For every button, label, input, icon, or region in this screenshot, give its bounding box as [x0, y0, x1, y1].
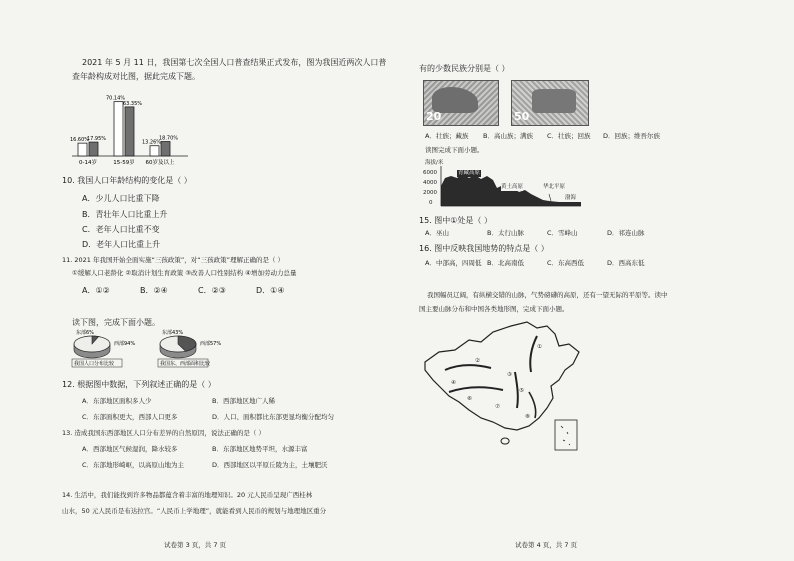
banknote-50-value: 50: [514, 110, 530, 123]
q12-option-a[interactable]: A．东部地区面积多人少: [82, 397, 152, 405]
q14-option-b[interactable]: B．高山族；满族: [483, 132, 533, 140]
profile-label-plain: 华北平原: [543, 184, 566, 190]
q10-option-c[interactable]: C．老年人口比重不变: [82, 225, 160, 234]
china-outline: [425, 322, 579, 430]
q12-option-c[interactable]: C．东部面积更大，西部人口更多: [82, 413, 178, 421]
bar-1-1: [125, 107, 134, 156]
mountain-range-southeast: [529, 392, 536, 418]
banknote-20-value: 20: [426, 110, 442, 123]
profile-intro: 读图完成下面小题。: [425, 146, 484, 154]
q15-option-b[interactable]: B．太行山脉: [487, 229, 524, 237]
intro-line-2: 查年龄构成对比图，据此完成下题。: [72, 72, 200, 81]
q14-option-d[interactable]: D．回族；维吾尔族: [603, 132, 661, 140]
q16-option-a[interactable]: A．中部高，四周低: [425, 259, 482, 267]
bar-label-1-0: 70.14%: [105, 95, 126, 102]
intro-line-1: 2021 年 5 月 11 日，我国第七次全国人口普查结果正式发布，图为我国近两次人口普: [82, 58, 387, 67]
left-footer: 试卷第 3 页，共 7 页: [164, 541, 227, 549]
category-label-0: 0-14岁: [79, 160, 97, 166]
population-area-pie-charts: [72, 330, 232, 374]
banknote-20: [423, 80, 499, 126]
bar-label-0-1: 17.95%: [86, 136, 107, 143]
pie-label-east-0: 东部6%: [76, 330, 94, 336]
q13-option-b[interactable]: B．东部地区地势平坦，水源丰富: [212, 445, 308, 453]
q14-line-2: 山水，50 元人民币是布达拉宫。“人民币上学地理”，就能看到人民币的规划与地理地区重分: [62, 507, 327, 515]
bar-0-1: [89, 142, 98, 156]
map-intro-line-2: 国主要山脉分布和中国各类地形图，完成下面小题。: [419, 305, 569, 313]
bar-label-2-1: 18.70%: [158, 135, 179, 142]
map-marker-7: ⑦: [495, 404, 500, 410]
q16-option-c[interactable]: C．东高西低: [547, 259, 585, 267]
pie-caption-0: 我国人口分布比较: [74, 361, 115, 367]
banknote-50: [511, 80, 589, 126]
q14-option-a[interactable]: A．壮族；藏族: [425, 132, 469, 140]
profile-y-tick-0: 0: [429, 200, 433, 206]
bar-2-0: [150, 146, 159, 156]
category-label-1: 15-59岁: [113, 160, 135, 166]
bar-label-1-1: 63.35%: [122, 100, 143, 107]
bar-label-0-0: 16.60%: [69, 137, 90, 144]
mountain-range-south: [449, 387, 503, 392]
banknote-50-palace: [532, 89, 576, 113]
age-structure-bar-chart: [69, 86, 192, 176]
mountain-range-east: [515, 372, 518, 408]
q13-option-d[interactable]: D．西部地区以平原丘陵为主，土壤肥沃: [212, 461, 328, 469]
q16-stem: 16. 图中反映我国地势的特点是（ ）: [419, 244, 549, 253]
q12-option-b[interactable]: B．西部地区地广人稀: [212, 397, 275, 405]
china-mountains-map: [419, 322, 589, 462]
right-page: [397, 0, 794, 561]
pie-caption-1: 我国东、西部面积比较: [160, 361, 211, 367]
q10-option-b[interactable]: B．青壮年人口比重上升: [82, 210, 168, 219]
map-marker-3: ③: [507, 372, 512, 378]
south-china-sea-inset: [555, 420, 577, 450]
q15-option-a[interactable]: A．巫山: [425, 229, 449, 237]
q15-option-c[interactable]: C．雪峰山: [547, 229, 578, 237]
inset-islands: [561, 426, 570, 445]
q11-option-d[interactable]: D．①④: [256, 286, 285, 295]
q11-stem: 11. 2021 年我国开始全面实施“三孩政策”，对“三孩政策”理解正确的是（ ）: [62, 256, 285, 264]
profile-y-tick-4000: 4000: [423, 180, 437, 186]
q16-option-b[interactable]: B．北高南低: [487, 259, 524, 267]
map-marker-1: ①: [537, 344, 542, 350]
bar-label-2-0: 13.26%: [141, 139, 162, 146]
q11-statements: ①缓解人口老龄化 ②取消计划生育政策 ③改善人口性别结构 ④增加劳动力总量: [72, 269, 297, 277]
q10-stem: 10. 我国人口年龄结构的变化是（ ）: [62, 176, 192, 185]
q10-option-d[interactable]: D．老年人口比重上升: [82, 240, 161, 249]
map-marker-2: ②: [475, 358, 480, 364]
bar-0-0: [78, 143, 87, 156]
q11-option-a[interactable]: A．①②: [82, 286, 110, 295]
category-label-2: 60岁及以上: [145, 160, 175, 166]
profile-label-loess: 黄土高原: [501, 184, 524, 190]
map-marker-8: ⑧: [525, 414, 530, 420]
mountain-range-north: [445, 365, 491, 370]
profile-label-plateau: 青藏高原: [458, 170, 481, 176]
hainan-island: [501, 438, 509, 444]
profile-y-tick-6000: 6000: [423, 170, 437, 176]
q10-option-a[interactable]: A．少儿人口比重下降: [82, 194, 160, 203]
bar-1-0: [114, 102, 123, 156]
profile-y-unit: 海拔/米: [425, 160, 444, 166]
q16-option-d[interactable]: D．西高东低: [607, 259, 645, 267]
q12-stem: 12. 根据图中数据，下列叙述正确的是（ ）: [62, 380, 216, 389]
q11-option-c[interactable]: C．②③: [198, 286, 226, 295]
pie-label-west-0: 西部94%: [114, 341, 136, 347]
q13-option-a[interactable]: A．西部地区气候湿润，降水较多: [82, 445, 178, 453]
q15-stem: 15. 图中①处是（ ）: [419, 216, 492, 225]
map-intro-line-1: 我国幅员辽阔，有纵横交错的山脉，气势磅礴的高原，还有一望无际的平原等。读中: [427, 291, 668, 299]
q15-option-d[interactable]: D．祁连山脉: [607, 229, 645, 237]
q11-option-b[interactable]: B．②④: [140, 286, 168, 295]
right-footer: 试卷第 4 页，共 7 页: [515, 541, 578, 549]
q13-option-c[interactable]: C．东部地形崎岖，以高原山地为主: [82, 461, 185, 469]
map-marker-5: ⑤: [519, 388, 524, 394]
q14-line-1: 14. 生活中，我们能找到许多物品都蕴含着丰富的地理知识。20 元人民币呈现广西桂林: [62, 491, 313, 499]
pie-label-west-1: 西部57%: [200, 341, 222, 347]
profile-y-tick-2000: 2000: [423, 190, 437, 196]
q12-option-d[interactable]: D．人口、面积都比东部更显均衡分配均匀: [212, 413, 335, 421]
bar-2-1: [161, 142, 170, 156]
pie-label-east-1: 东部43%: [162, 330, 184, 336]
q13-stem: 13. 造成我国东西部地区人口分布差异的自然原因，说法正确的是（ ）: [62, 429, 265, 437]
pie-intro: 读下图，完成下面小题。: [72, 318, 160, 327]
map-marker-6: ⑥: [467, 396, 472, 402]
profile-label-sea: 渤海: [565, 195, 577, 201]
q14-option-c[interactable]: C．壮族；回族: [547, 132, 591, 140]
q14-continued: 有的少数民族分别是（ ）: [419, 64, 510, 73]
mountain-range-northeast: [530, 336, 537, 372]
map-marker-4: ④: [451, 380, 456, 386]
